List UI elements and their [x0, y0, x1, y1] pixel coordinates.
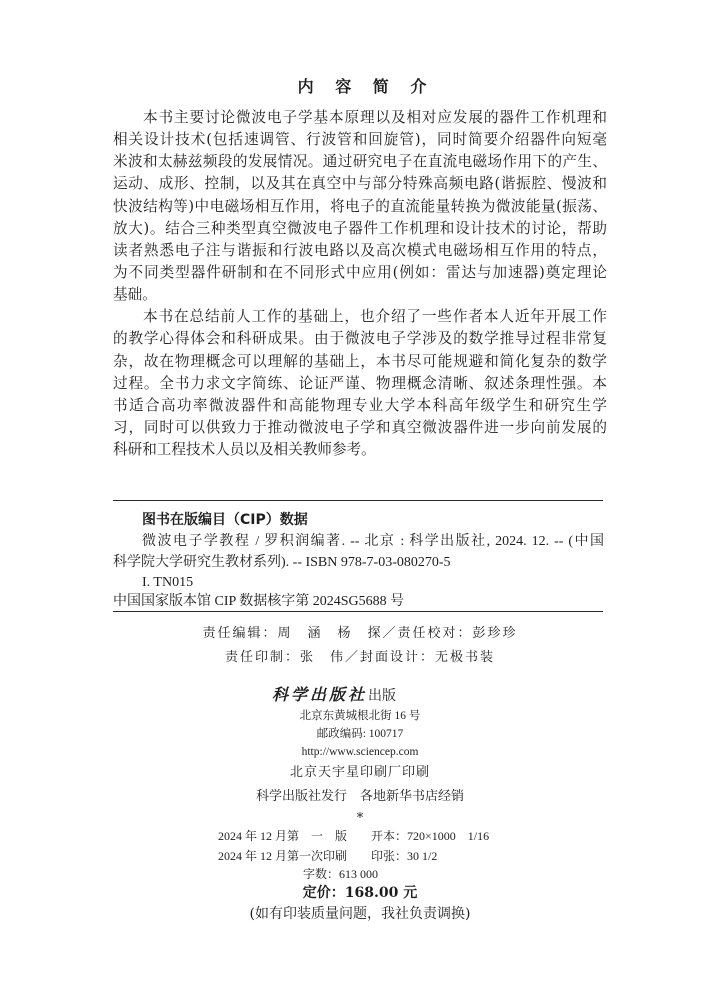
- intro-line: 本书主要讨论微波电子学基本原理以及相对应发展的器件工作机理和: [143, 109, 607, 126]
- cip-line: 中国国家版本馆 CIP 数据核字第 2024SG5688 号: [113, 594, 405, 609]
- word-count: 字数：613 000: [303, 867, 379, 881]
- postcode: 邮政编码: 100717: [316, 728, 404, 740]
- intro-line: 科研和工程技术人员以及相关教师参考。: [113, 441, 376, 459]
- publisher-address: 北京东黄城根北街 16 号: [299, 710, 421, 722]
- editor-credits: 责任编辑：周 涵 杨 探／责任校对：彭珍珍: [202, 626, 518, 641]
- distribution: 科学出版社发行 各地新华书店经销: [255, 789, 464, 804]
- divider: [113, 500, 603, 501]
- intro-line: 基础。: [113, 286, 157, 304]
- intro-line: 为不同类型器件研制和在不同形式中应用(例如：雷达与加速器)奠定理论: [113, 263, 607, 281]
- intro-paragraph: [113, 306, 607, 461]
- intro-line: 米波和太赫兹频段的发展情况。通过研究电子在直流电磁场作用下的产生、: [113, 153, 607, 171]
- intro-line: 本书在总结前人工作的基础上，也介绍了一些作者本人近年开展工作: [143, 308, 607, 326]
- publisher-logo: 科学出版社: [272, 685, 368, 704]
- printing-date: 2024 年 12 月第一次印刷: [218, 849, 348, 863]
- intro-title: 内 容 简 介: [297, 77, 435, 96]
- intro-line: 放大)。结合三种类型真空微波电子器件工作机理和设计技术的讨论，帮助: [113, 219, 607, 237]
- cip-line: 科学院大学研究生教材系列). -- ISBN 978-7-03-080270-5: [113, 555, 451, 570]
- edition-date: 2024 年 12 月第 一 版: [218, 829, 348, 843]
- divider: [113, 611, 603, 612]
- cip-line: I. TN015: [142, 575, 194, 590]
- separator-star: *: [356, 811, 364, 826]
- intro-line: 相关设计技术(包括速调管、行波管和回旋管)，同时简要介绍器件向短毫: [113, 131, 607, 149]
- cip-heading: 图书在版编目（CIP）数据: [142, 512, 308, 528]
- intro-line: 的教学心得体会和科研成果。由于微波电子学涉及的数学推导过程非常复: [113, 330, 607, 348]
- publisher-imprint: [272, 685, 396, 706]
- price: 定价：168.00 元: [302, 885, 418, 901]
- intro-line: 过程。全书力求文字简练、论证严谨、物理概念清晰、叙述条理性强。本: [113, 374, 607, 392]
- printer: 北京天宇星印刷厂印刷: [289, 765, 430, 780]
- intro-line: 运动、成形、控制，以及其在真空中与部分特殊高频电路(谐振腔、慢波和: [113, 175, 607, 193]
- intro-line: 快波结构等)中电磁场相互作用，将电子的直流能量转换为微波能量(振荡、: [113, 197, 607, 215]
- publisher-website: http://www.sciencep.com: [301, 746, 419, 758]
- intro-line: 杂，故在物理概念可以理解的基础上，本书尽可能规避和简化复杂的数学: [113, 352, 607, 370]
- publisher-suffix: 出版: [368, 688, 397, 704]
- intro-paragraph: [113, 107, 607, 306]
- production-credits: 责任印制：张 伟／封面设计：无极书装: [224, 650, 495, 665]
- intro-line: 习，同时可以供致力于推动微波电子学和真空微波器件进一步向前发展的: [113, 418, 607, 436]
- printing-sheets: 印张：30 1/2: [371, 849, 438, 863]
- quality-notice: (如有印装质量问题，我社负责调换): [249, 906, 471, 922]
- cip-line: 微波电子学教程 / 罗积润编著. -- 北京 : 科学出版社, 2024. 12. -- (中国: [142, 534, 604, 549]
- intro-line: 读者熟悉电子注与谐振和行波电路以及高次模式电磁场相互作用的特点，: [113, 241, 607, 259]
- intro-line: 书适合高功率微波器件和高能物理专业大学本科高年级学生和研究生学: [113, 396, 607, 414]
- book-format: 开本：720×1000 1/16: [371, 829, 490, 843]
- intro-body: [113, 107, 607, 461]
